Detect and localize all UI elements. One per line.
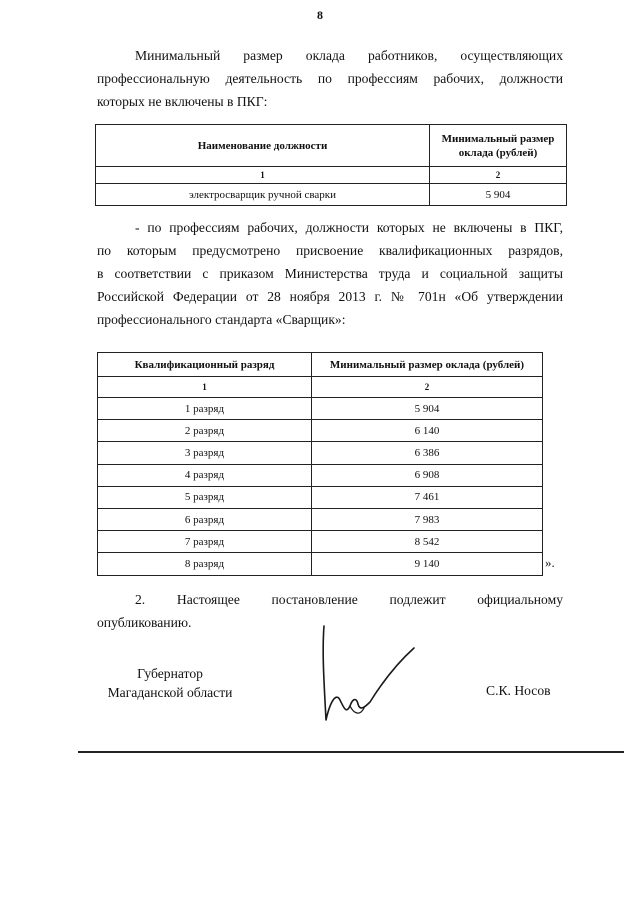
table-cell: 6 разряд xyxy=(98,508,312,530)
table-row xyxy=(98,442,543,464)
table-header: Квалификационный разряд xyxy=(98,353,312,377)
table-row xyxy=(98,464,543,486)
table-cell: 1 разряд xyxy=(98,398,312,420)
paragraph-line: - по профессиям рабочих, должности которых не включены в ПКГ, xyxy=(135,220,563,235)
position-salary-table xyxy=(95,124,567,206)
paragraph-line: Российской Федерации от 28 ноября 2013 г. № 701н «Об утверждении xyxy=(97,289,563,304)
table-cell: 3 разряд xyxy=(98,442,312,464)
table-cell: 5 904 xyxy=(430,184,567,206)
table-cell: 6 140 xyxy=(312,420,543,442)
table-cell: 4 разряд xyxy=(98,464,312,486)
closing-quote-mark: ». xyxy=(545,555,555,570)
table-header: Минимальный размер оклада (рублей) xyxy=(430,125,567,167)
paragraph-line: которых не включены в ПКГ: xyxy=(97,94,268,109)
table-row xyxy=(98,398,543,420)
table-cell: 7 461 xyxy=(312,486,543,508)
paragraph-line: 2. Настоящее постановление подлежит официальному xyxy=(135,592,563,607)
paragraph-line: профессиональную деятельность по профессиям рабочих, должности xyxy=(97,71,563,86)
table-row xyxy=(98,508,543,530)
column-number: 2 xyxy=(430,167,567,184)
column-number: 1 xyxy=(98,377,312,398)
column-number: 1 xyxy=(96,167,430,184)
handwritten-signature xyxy=(310,622,430,727)
page-number: 8 xyxy=(317,8,323,22)
intro-paragraph xyxy=(97,44,563,113)
table-row xyxy=(98,553,543,575)
table-cell: 2 разряд xyxy=(98,420,312,442)
table-cell: электросварщик ручной сварки xyxy=(96,184,430,206)
paragraph-line: опубликованию. xyxy=(97,615,192,630)
table-cell: 9 140 xyxy=(312,553,543,575)
table-cell: 5 904 xyxy=(312,398,543,420)
table-cell: 5 разряд xyxy=(98,486,312,508)
grade-salary-table xyxy=(97,352,543,576)
table-cell: 8 542 xyxy=(312,531,543,553)
table-header: Минимальный размер оклада (рублей) xyxy=(312,353,543,377)
table-cell: 7 983 xyxy=(312,508,543,530)
table-row xyxy=(98,531,543,553)
table-row xyxy=(98,486,543,508)
table-row xyxy=(98,420,543,442)
signatory-title xyxy=(100,664,240,702)
signatory-title-line: Магаданской области xyxy=(107,685,233,700)
table-cell: 6 386 xyxy=(312,442,543,464)
signatory-title-line: Губернатор xyxy=(137,666,203,681)
paragraph-line: по которым предусмотрено присвоение квалификационных разрядов, xyxy=(97,243,563,258)
table-cell: 7 разряд xyxy=(98,531,312,553)
second-paragraph xyxy=(97,216,563,331)
signatory-name: С.К. Носов xyxy=(486,683,551,698)
bottom-divider xyxy=(78,751,624,753)
column-number: 2 xyxy=(312,377,543,398)
paragraph-line: профессионального стандарта «Сварщик»: xyxy=(97,312,346,327)
paragraph-line: Минимальный размер оклада работников, осуществляющих xyxy=(135,48,563,63)
table-row xyxy=(96,184,567,206)
paragraph-line: в соответствии с приказом Министерства труда и социальной защиты xyxy=(97,266,563,281)
table-cell: 8 разряд xyxy=(98,553,312,575)
table-cell: 6 908 xyxy=(312,464,543,486)
table-header: Наименование должности xyxy=(96,125,430,167)
